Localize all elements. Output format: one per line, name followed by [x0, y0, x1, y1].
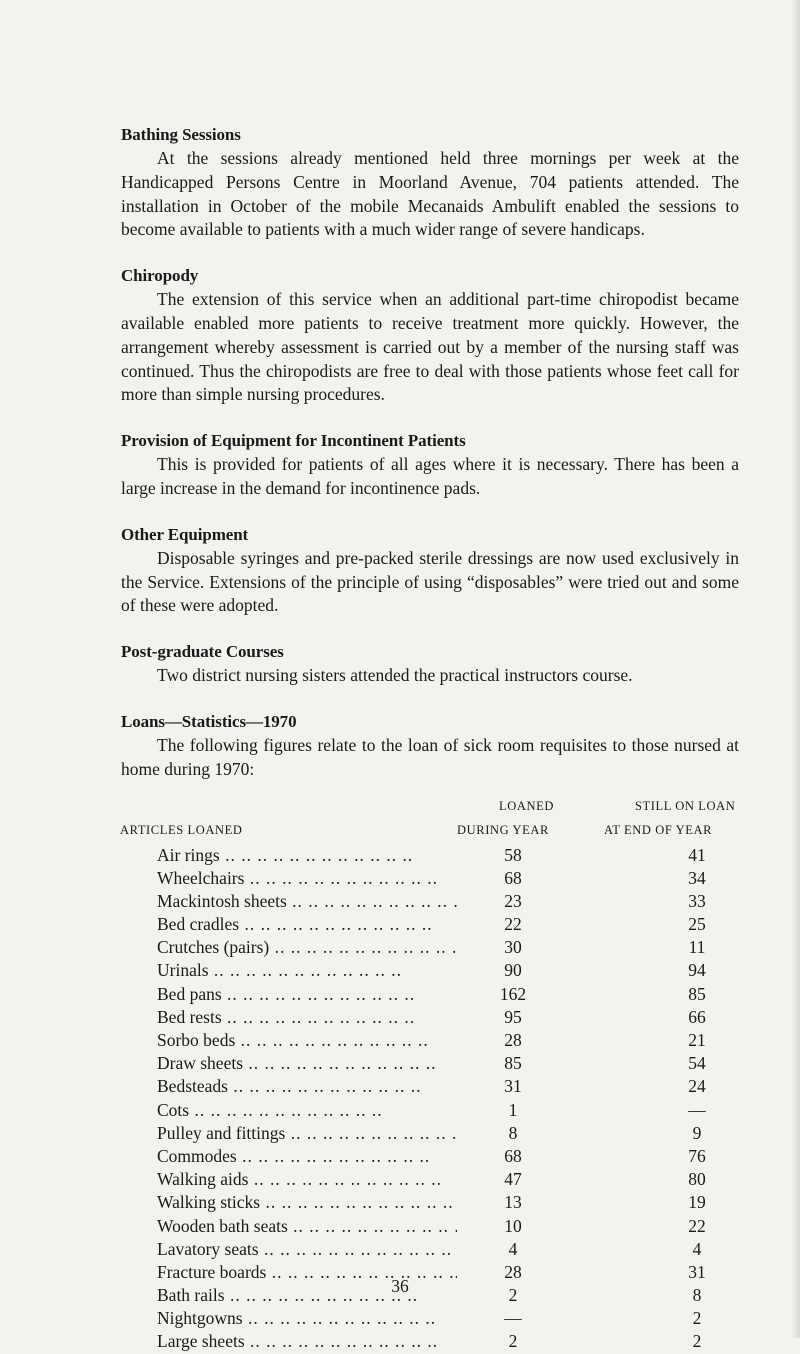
loaned-count: 30 [483, 936, 543, 959]
article-name: Air rings .. .. [157, 844, 457, 867]
page-number: 36 [391, 1276, 409, 1296]
article-name: Fracture boards .. .. [157, 1261, 457, 1284]
still-on-loan-count: 34 [688, 867, 706, 888]
table-row [121, 1145, 739, 1168]
section-text: Disposable syringes and pre-packed sterile dressings are now used exclusively in the Service. Extensions of the principle of using “disposables” were tried out and some of these were adopted. [121, 547, 739, 616]
still-on-loan-count: 24 [688, 1076, 706, 1097]
table-row [121, 1052, 739, 1075]
section-bathing [121, 123, 739, 242]
still-on-loan-count: 2 [692, 1331, 702, 1352]
loaned-count: 31 [483, 1075, 543, 1098]
table-header [121, 796, 739, 844]
table-row [121, 1307, 739, 1330]
article-name: Bed rests .. .. [157, 1006, 457, 1029]
loaned-count: 4 [483, 1238, 543, 1261]
table-row [121, 867, 739, 890]
loaned-count: 85 [483, 1052, 543, 1075]
still-on-loan-count: 31 [688, 1261, 706, 1282]
still-on-loan-count: 80 [688, 1169, 706, 1190]
loaned-count: 1 [483, 1099, 543, 1122]
page-edge-shadow [791, 0, 800, 1338]
table-row [121, 1238, 739, 1261]
still-on-loan-count: 9 [692, 1122, 702, 1143]
loaned-count: 2 [483, 1284, 543, 1307]
article-name: Bath rails .. .. [157, 1284, 457, 1307]
article-name: Walking sticks .. .. [157, 1191, 457, 1214]
article-name: Sorbo beds .. .. [157, 1029, 457, 1052]
still-on-loan-count: 4 [692, 1238, 702, 1259]
section-postgraduate [121, 640, 739, 688]
article-name: Cots .. .. [157, 1099, 457, 1122]
still-on-loan-count: 19 [688, 1192, 706, 1213]
article-name: Wooden bath seats .. .. [157, 1215, 457, 1238]
article-name: Pulley and fittings .. .. [157, 1122, 457, 1145]
article-name: Bed pans .. .. [157, 983, 457, 1006]
still-on-loan-count: 25 [688, 914, 706, 935]
section-other-equipment [121, 523, 739, 618]
loaned-count: 22 [483, 913, 543, 936]
table-row [121, 890, 739, 913]
loaned-count: 10 [483, 1215, 543, 1238]
table-row [121, 959, 739, 982]
section-heading: Post-graduate Courses [121, 642, 284, 662]
loaned-count: 162 [483, 983, 543, 1006]
article-name: Crutches (pairs) .. .. [157, 936, 457, 959]
table-row [121, 844, 739, 867]
loans-table [121, 796, 739, 1354]
table-row [121, 913, 739, 936]
page-body [121, 123, 739, 1354]
section-incontinent-equipment [121, 429, 739, 501]
article-name: Large sheets .. .. [157, 1330, 457, 1353]
loaned-count: 13 [483, 1191, 543, 1214]
section-heading: Other Equipment [121, 524, 249, 544]
loaned-count: 8 [483, 1122, 543, 1145]
loaned-count: 28 [483, 1261, 543, 1284]
section-text: The following figures relate to the loan of sick room requisites to those nursed at home during 1970: [121, 734, 739, 779]
article-name: Wheelchairs .. .. [157, 867, 457, 890]
loaned-count: 90 [483, 959, 543, 982]
table-row [121, 1122, 739, 1145]
still-on-loan-count: 66 [688, 1006, 706, 1027]
section-text: Two district nursing sisters attended the practical instructors course. [157, 665, 633, 686]
article-name: Bedsteads .. .. [157, 1075, 457, 1098]
table-row [121, 1168, 739, 1191]
table-row [121, 1215, 739, 1238]
table-row [121, 1006, 739, 1029]
loaned-count: 95 [483, 1006, 543, 1029]
section-heading: Provision of Equipment for Incontinent Patients [121, 431, 466, 451]
article-name: Mackintosh sheets .. .. [157, 890, 457, 913]
article-name: Urinals .. .. [157, 959, 457, 982]
loaned-count: 28 [483, 1029, 543, 1052]
loaned-count: 58 [483, 844, 543, 867]
section-heading: Bathing Sessions [121, 125, 241, 144]
still-on-loan-count: 2 [692, 1308, 702, 1329]
still-on-loan-count: 54 [688, 1053, 706, 1074]
table-row [121, 1029, 739, 1052]
loaned-count: 2 [483, 1330, 543, 1353]
loaned-count: 23 [483, 890, 543, 913]
table-row [121, 1075, 739, 1098]
article-name: Nightgowns .. .. [157, 1307, 457, 1330]
column-header-loaned-line1: LOANED [499, 798, 554, 813]
section-chiropody [121, 264, 739, 407]
column-header-still-line1: STILL ON LOAN [635, 798, 736, 813]
column-header-loaned-line2: DURING YEAR [457, 822, 549, 837]
still-on-loan-count: 76 [688, 1145, 706, 1166]
loaned-count: 47 [483, 1168, 543, 1191]
article-name: Draw sheets .. .. [157, 1052, 457, 1075]
section-text: The extension of this service when an additional part-time chiropodist became available enabled more patients to receive treatment more quickly. However, the arrangement whereby assessment is carried out by a member of the nursing staff was continued. Thus the chiropodists are free to deal with those patients whose feet call for more than simple nursing procedures. [121, 289, 739, 405]
still-on-loan-count: 41 [688, 844, 706, 865]
article-name: Lavatory seats .. .. [157, 1238, 457, 1261]
column-header-still-line2: AT END OF YEAR [604, 822, 713, 837]
table-row [121, 983, 739, 1006]
section-heading: Chiropody [121, 266, 199, 286]
still-on-loan-count: — [688, 1099, 706, 1120]
section-heading: Loans—Statistics—1970 [121, 711, 297, 731]
article-name: Commodes .. .. [157, 1145, 457, 1168]
still-on-loan-count: 22 [688, 1215, 706, 1236]
table-row [121, 1099, 739, 1122]
section-loans [121, 710, 739, 782]
still-on-loan-count: 85 [688, 983, 706, 1004]
table-row [121, 936, 739, 959]
loaned-count: 68 [483, 867, 543, 890]
section-text: At the sessions already mentioned held three mornings per week at the Handicapped Persons Centre in Moorland Avenue, 704 patients attended. The installation in October of the mobile Mecanaids Ambulift enabled the sessions to become available to patients with a much wider range of severe handicaps. [121, 148, 739, 240]
column-header-articles: ARTICLES LOANED [120, 822, 243, 837]
article-name: Bed cradles .. .. [157, 913, 457, 936]
still-on-loan-count: 94 [688, 960, 706, 981]
loaned-count: — [483, 1307, 543, 1330]
table-row [121, 1191, 739, 1214]
still-on-loan-count: 11 [688, 937, 706, 958]
table-row [121, 1330, 739, 1353]
still-on-loan-count: 8 [692, 1285, 702, 1306]
still-on-loan-count: 33 [688, 890, 706, 911]
loaned-count: 68 [483, 1145, 543, 1168]
still-on-loan-count: 21 [688, 1030, 706, 1051]
article-name: Walking aids .. .. [157, 1168, 457, 1191]
section-text: This is provided for patients of all ages where it is necessary. There has been a large increase in the demand for incontinence pads. [121, 454, 739, 498]
